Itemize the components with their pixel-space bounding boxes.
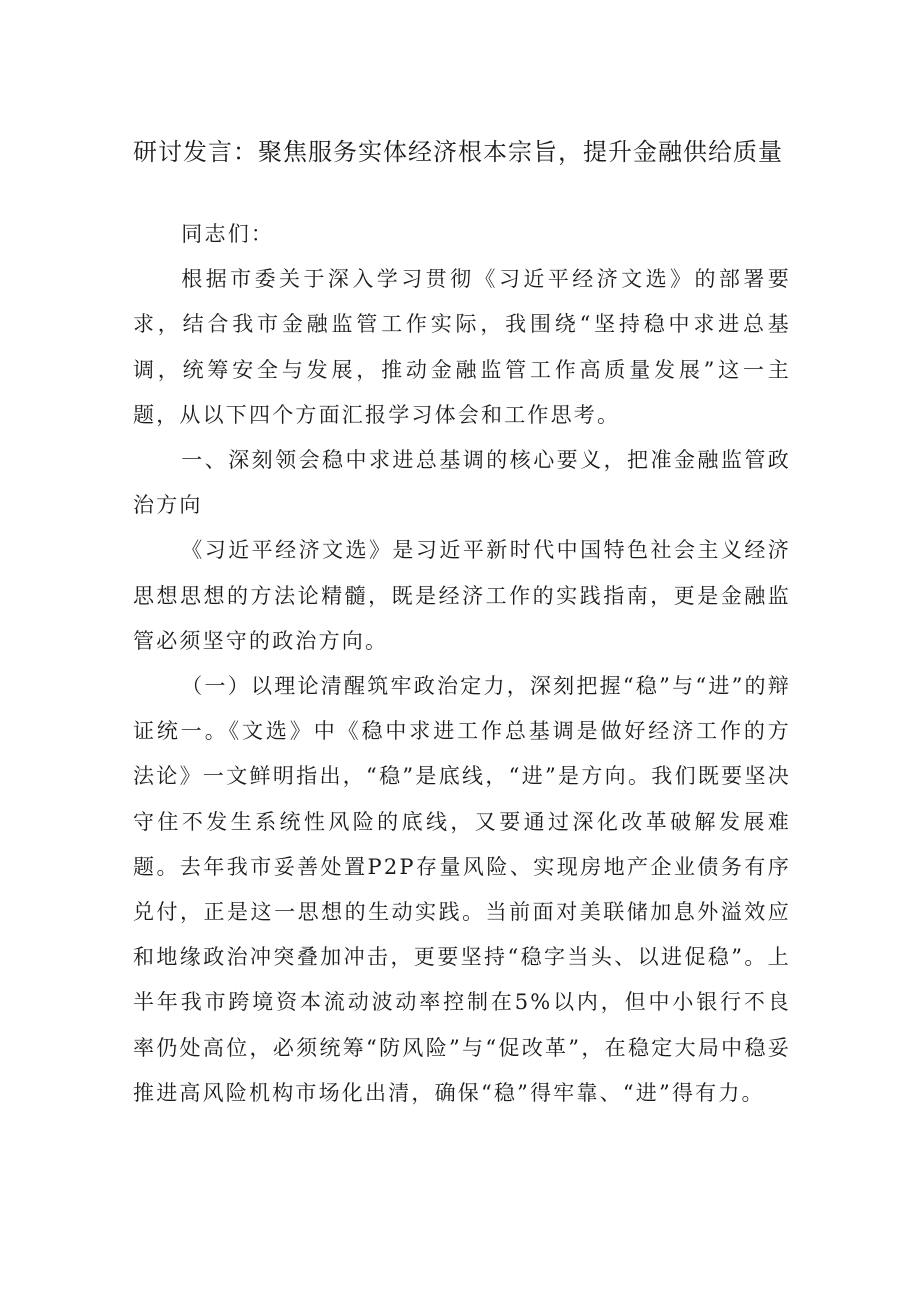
document-body — [133, 212, 791, 1116]
paragraph-intro: 根据市委关于深入学习贯彻《习近平经济文选》的部署要求，结合我市金融监管工作实际，我围绕“坚持稳中求进总基调，统筹安全与发展，推动金融监管工作高质量发展”这一主题，从以下四个方面汇报学习体会和工作思考。 — [133, 267, 791, 427]
paragraph-subsection-1: （一）以理论清醒筑牢政治定力，深刻把握“稳”与“进”的辩证统一。《文选》中《稳中求进工作总基调是做好经济工作的方法论》一文鲜明指出，“稳”是底线，“进”是方向。我们既要坚决守住不发生系统性风险的底线，又要通过深化改革破解发展难题。去年我市妥善处置P2P存量风险、实现房地产企业债务有序兑付，正是这一思想的生动实践。当前面对美联储加息外溢效应和地缘政治冲突叠加冲击，更要坚持“稳字当头、以进促稳”。上半年我市跨境资本流动波动率控制在5%以内，但中小银行不良率仍处高位，必须统筹“防风险”与“促改革”，在稳定大局中稳妥推进高风险机构市场化出清，确保“稳”得牢靠、“进”得有力。 — [133, 674, 791, 1105]
paragraph-overview: 《习近平经济文选》是习近平新时代中国特色社会主义经济思想思想的方法论精髓，既是经济工作的实践指南，更是金融监管必须坚守的政治方向。 — [133, 538, 791, 653]
document-title: 研讨发言：聚焦服务实体经济根本宗旨，提升金融供给质量 — [133, 138, 783, 166]
section-heading-1: 一、深刻领会稳中求进总基调的核心要义，把准金融监管政治方向 — [133, 448, 791, 518]
salutation: 同志们： — [181, 222, 275, 246]
